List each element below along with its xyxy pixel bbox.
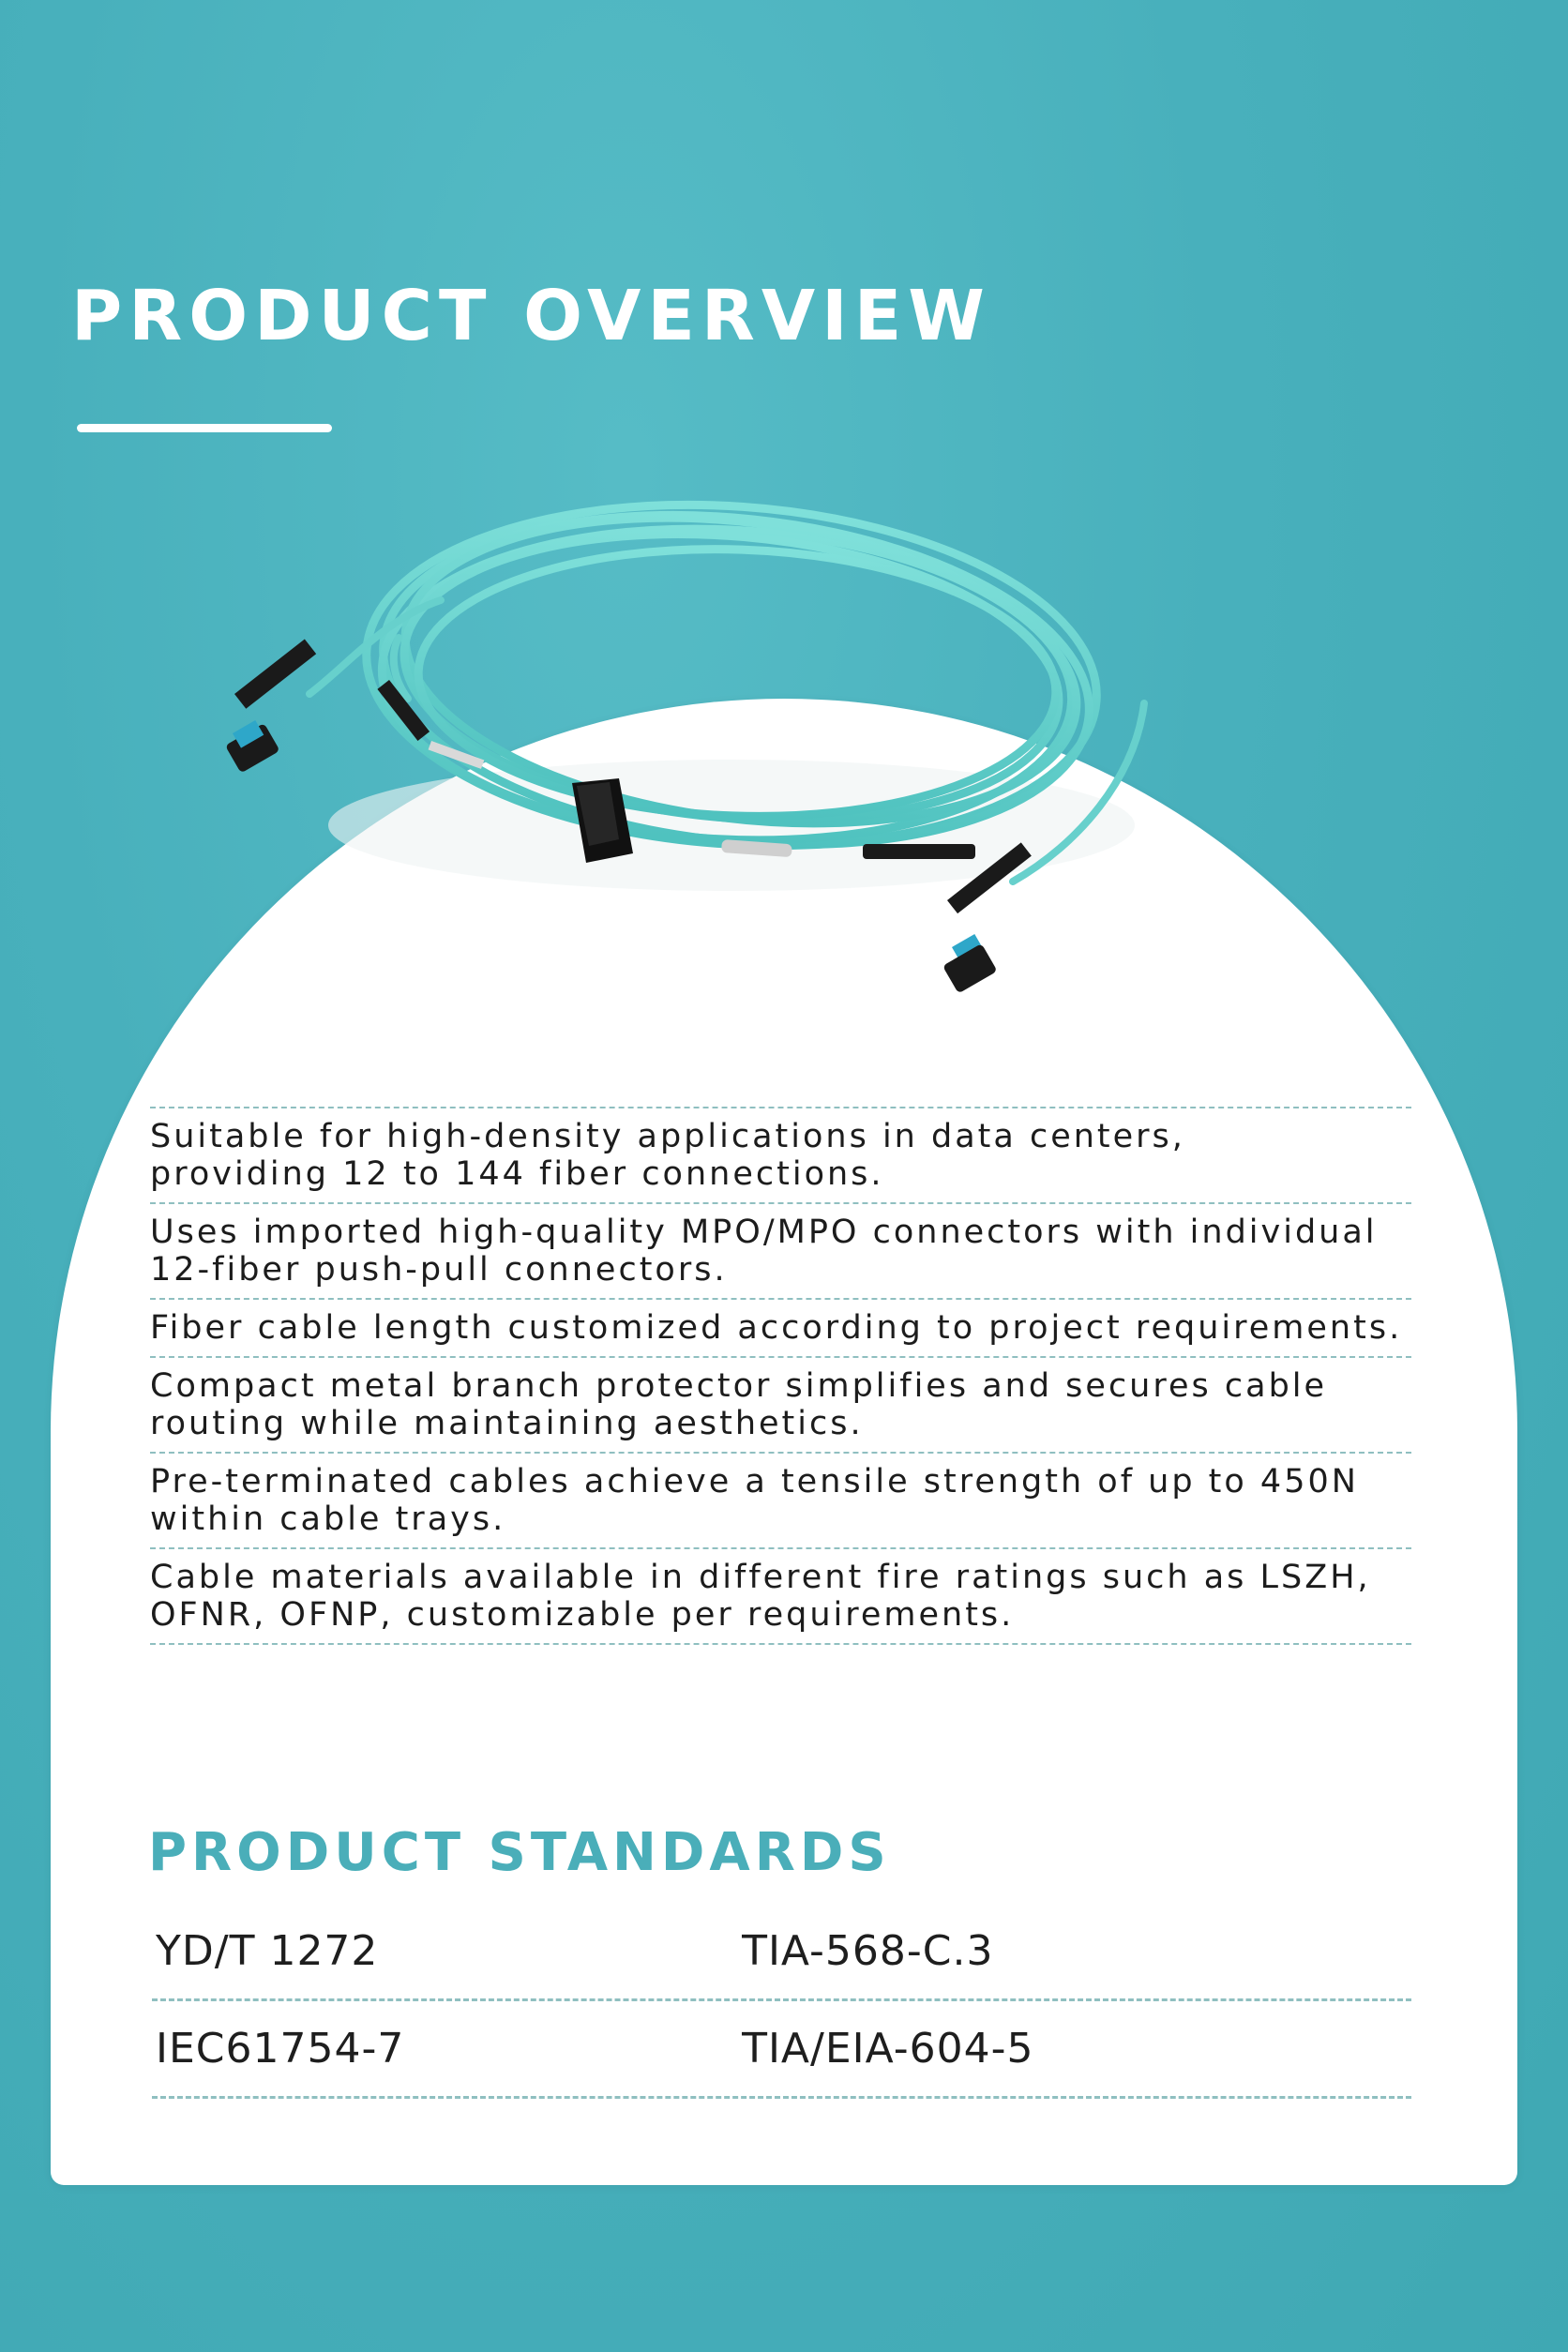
standards-title: PRODUCT STANDARDS xyxy=(148,1822,891,1883)
feature-item xyxy=(150,1202,1411,1298)
standards-row xyxy=(152,2001,1411,2099)
feature-text-line: Cable materials available in different fire ratings such as LSZH, xyxy=(150,1559,1371,1596)
standard-code: IEC61754-7 xyxy=(156,2025,405,2073)
feature-text-line: within cable trays. xyxy=(150,1500,506,1538)
feature-text-line: Pre-terminated cables achieve a tensile strength of up to 450N xyxy=(150,1463,1359,1500)
page-title: PRODUCT OVERVIEW xyxy=(71,276,991,356)
standards-table xyxy=(152,1904,1411,2099)
feature-item xyxy=(150,1298,1411,1356)
feature-item xyxy=(150,1356,1411,1452)
feature-text-line: Fiber cable length customized according to project requirements. xyxy=(150,1309,1403,1347)
feature-item xyxy=(150,1547,1411,1645)
standard-code: TIA-568-C.3 xyxy=(742,1927,994,1975)
standard-code: TIA/EIA-604-5 xyxy=(742,2025,1034,2073)
feature-item xyxy=(150,1452,1411,1547)
title-underline xyxy=(77,424,332,432)
feature-text-line: routing while maintaining aesthetics. xyxy=(150,1405,864,1442)
feature-list xyxy=(150,1107,1411,1645)
mpo-fiber-cable-coil-icon xyxy=(206,469,1210,1013)
feature-text-line: 12-fiber push-pull connectors. xyxy=(150,1251,728,1289)
feature-text-line: Compact metal branch protector simplifies and secures cable xyxy=(150,1367,1328,1405)
feature-text-line: OFNR, OFNP, customizable per requirements. xyxy=(150,1596,1015,1634)
feature-text-line: Suitable for high-density applications in data centers, xyxy=(150,1118,1185,1155)
standards-row xyxy=(152,1904,1411,2001)
feature-text-line: providing 12 to 144 fiber connections. xyxy=(150,1155,884,1193)
standard-code: YD/T 1272 xyxy=(156,1927,379,1975)
feature-text-line: Uses imported high-quality MPO/MPO connectors with individual xyxy=(150,1214,1378,1251)
feature-item xyxy=(150,1107,1411,1202)
